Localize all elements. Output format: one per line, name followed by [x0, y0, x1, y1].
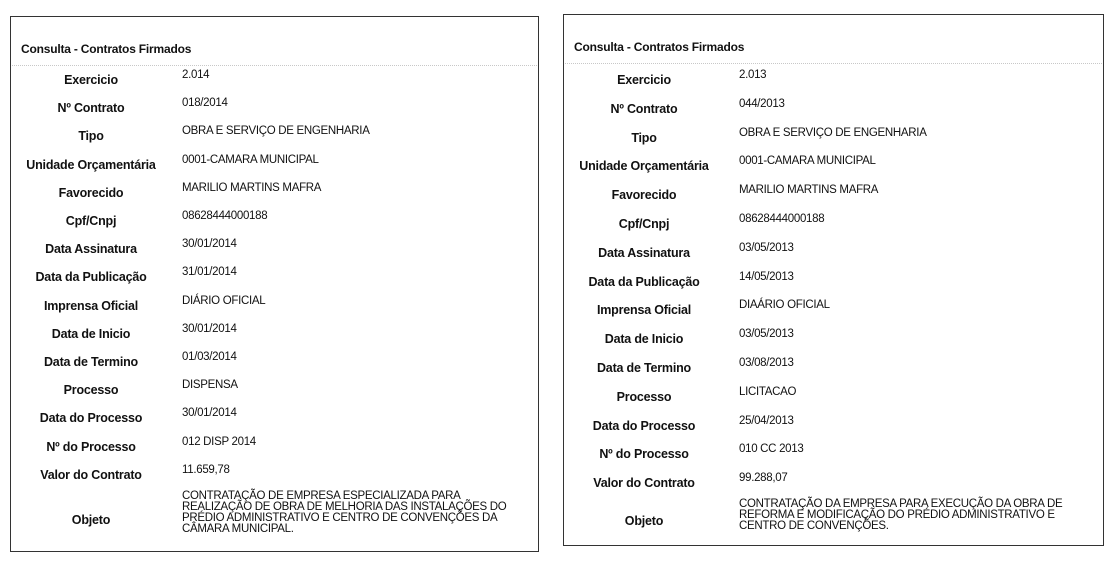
field-label: Objeto — [624, 514, 664, 528]
contract-panel-2013 — [563, 14, 1104, 546]
field-value: 03/05/2013 — [739, 241, 794, 254]
field-label: Data de Termino — [596, 361, 691, 375]
field-value: CONTRATAÇÃO DA EMPRESA PARA EXECUÇÃO DA OBRA DE REFORMA E MODIFICAÇÃO DO PRÉDIO ADMINISTRATIVO E CENTRO DE CONVENÇÕES. — [739, 498, 1063, 532]
field-value: 30/01/2014 — [182, 407, 237, 420]
field-label: Data da Publicação — [35, 270, 147, 285]
field-value: DIÁRIO OFICIAL — [182, 294, 266, 307]
field-label: Tipo — [78, 129, 104, 144]
field-label: Data Assinatura — [598, 245, 690, 260]
title-divider — [12, 65, 537, 66]
field-label: Data de Inicio — [51, 326, 131, 341]
field-label: Imprensa Oficial — [43, 298, 139, 313]
field-label: Favorecido — [611, 188, 677, 203]
field-value: 11.659,78 — [182, 463, 230, 476]
field-label: Data do Processo — [592, 418, 696, 433]
field-label: Nº do Processo — [599, 447, 689, 462]
field-label: Favorecido — [58, 185, 124, 200]
field-value: 14/05/2013 — [739, 270, 794, 283]
field-value: 25/04/2013 — [739, 414, 794, 427]
field-label: Data de Termino — [43, 355, 138, 369]
field-label: Nº Contrato — [610, 101, 678, 116]
field-value: 08628444000188 — [739, 213, 825, 225]
field-value: 30/01/2014 — [182, 322, 237, 335]
field-value: OBRA E SERVIÇO DE ENGENHARIA — [739, 126, 927, 139]
field-value: LICITACAO — [739, 385, 797, 398]
field-label: Cpf/Cnpj — [618, 217, 670, 231]
field-label: Processo — [616, 389, 672, 404]
field-value: 30/01/2014 — [182, 238, 237, 251]
field-value: 03/08/2013 — [739, 357, 794, 369]
field-label: Exercicio — [64, 73, 118, 87]
field-value: MARILIO MARTINS MAFRA — [182, 181, 322, 194]
title-divider — [565, 63, 1102, 64]
field-value: MARILIO MARTINS MAFRA — [739, 184, 879, 197]
field-label: Exercicio — [617, 73, 671, 87]
field-label: Imprensa Oficial — [596, 303, 692, 318]
field-value: 31/01/2014 — [182, 266, 237, 279]
field-label: Tipo — [631, 130, 657, 145]
field-label: Nº do Processo — [46, 439, 136, 454]
field-label: Unidade Orçamentária — [579, 159, 709, 174]
field-label: Processo — [63, 383, 119, 398]
field-value: 2.014 — [182, 69, 210, 81]
contract-panel-2014 — [10, 16, 539, 552]
field-value: 01/03/2014 — [182, 351, 237, 363]
field-value: DISPENSA — [182, 379, 238, 392]
field-value: CONTRATAÇÃO DE EMPRESA ESPECIALIZADA PARA REALIZAÇÃO DE OBRA DE MELHORIA DAS INSTALAÇÕES DO PRÉDIO ADMINISTRATIVO E CENTRO DE CONVENÇÕES DA CÂMARA MUNICIPAL. — [182, 490, 507, 535]
field-value: 010 CC 2013 — [739, 443, 804, 456]
field-value: 018/2014 — [182, 97, 228, 110]
field-value: 012 DISP 2014 — [182, 435, 256, 448]
field-value: DIAÁRIO OFICIAL — [739, 299, 830, 312]
field-label: Data Assinatura — [45, 242, 137, 257]
field-value: 0001-CAMARA MUNICIPAL — [182, 153, 319, 166]
field-value: 0001-CAMARA MUNICIPAL — [739, 155, 876, 168]
panel-title: Consulta - Contratos Firmados — [21, 42, 192, 56]
field-label: Valor do Contrato — [40, 467, 142, 482]
field-value: 03/05/2013 — [739, 328, 794, 341]
field-label: Data da Publicação — [588, 274, 700, 289]
field-label: Nº Contrato — [57, 101, 125, 116]
field-value: 044/2013 — [739, 97, 785, 110]
panel-title: Consulta - Contratos Firmados — [574, 40, 745, 54]
field-value: 08628444000188 — [182, 210, 268, 222]
field-value: OBRA E SERVIÇO DE ENGENHARIA — [182, 125, 370, 138]
field-label: Unidade Orçamentária — [26, 157, 156, 172]
field-label: Cpf/Cnpj — [65, 214, 117, 228]
field-label: Data do Processo — [39, 411, 143, 426]
field-label: Valor do Contrato — [593, 476, 695, 491]
field-value: 2.013 — [739, 69, 767, 81]
field-label: Data de Inicio — [604, 332, 684, 347]
field-label: Objeto — [71, 513, 111, 527]
field-value: 99.288,07 — [739, 472, 788, 485]
